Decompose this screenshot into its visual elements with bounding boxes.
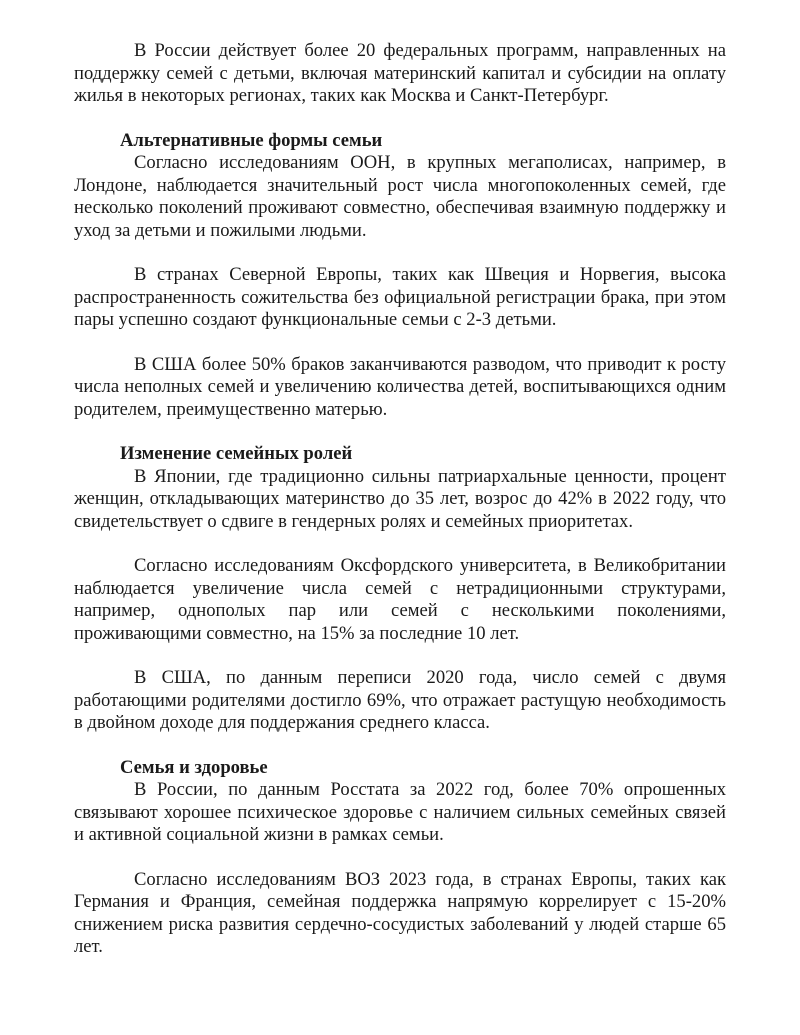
heading-family-health: Семья и здоровье <box>120 756 268 778</box>
paragraph-northern-europe-cohabitation: В странах Северной Европы, таких как Швеция и Норвегия, высока распространенность сожительства без официальной регистрации брака, при этом пары успешно создают функциональные семьи с 2-3 детьми. <box>74 264 726 330</box>
heading-family-roles: Изменение семейных ролей <box>120 443 353 464</box>
paragraph-japan-motherhood: В Японии, где традиционно сильны патриархальные ценности, процент женщин, откладывающих материнство до 35 лет, возрос до 42% в 2022 году, что свидетельствует о сдвиге в гендерных ролях и семейных приоритетах. <box>74 465 726 532</box>
paragraph-oxford-research: Согласно исследованиям Оксфордского университета, в Великобритании наблюдается увеличение числа семей с нетрадиционными структурами, например, однополых пар или семей с несколькими поколениями, проживающими совместно, на 15% за последние 10 лет. <box>74 555 726 644</box>
paragraph-who-europe: Согласно исследованиям ВОЗ 2023 года, в странах Европы, таких как Германия и Франция, семейная поддержка напрямую коррелирует с 15-20% снижением риска развития сердечно-сосудистых заболеваний у людей старше 65 лет. <box>74 868 726 957</box>
document-page <box>74 40 726 959</box>
paragraph-federal-programs: В России действует более 20 федеральных программ, направленных на поддержку семей с детьми, включая материнский капитал и субсидии на оплату жилья в некоторых регионах, таких как Москва и Санкт-Петербург. <box>74 40 726 106</box>
paragraph-rosstat-health: В России, по данным Росстата за 2022 год, более 70% опрошенных связывают хорошее психическое здоровье с наличием сильных семейных связей и активной социальной жизни в рамках семьи. <box>74 779 726 845</box>
paragraph-usa-divorce: В США более 50% браков заканчиваются разводом, что приводит к росту числа неполных семей и увеличению количества детей, воспитывающихся одним родителем, преимущественно матерью. <box>74 353 726 420</box>
paragraph-multigenerational-families: Согласно исследованиям ООН, в крупных мегаполисах, например, в Лондоне, наблюдается значительный рост числа многопоколенных семей, где несколько поколений проживают совместно, обеспечивая взаимную поддержку и уход за детьми и пожилыми людьми. <box>74 152 726 241</box>
heading-alternative-family-forms: Альтернативные формы семьи <box>120 129 383 151</box>
paragraph-usa-census: В США, по данным переписи 2020 года, число семей с двумя работающими родителями достигло 69%, что отражает растущую необходимость в двойном доходе для поддержания среднего класса. <box>74 667 726 733</box>
